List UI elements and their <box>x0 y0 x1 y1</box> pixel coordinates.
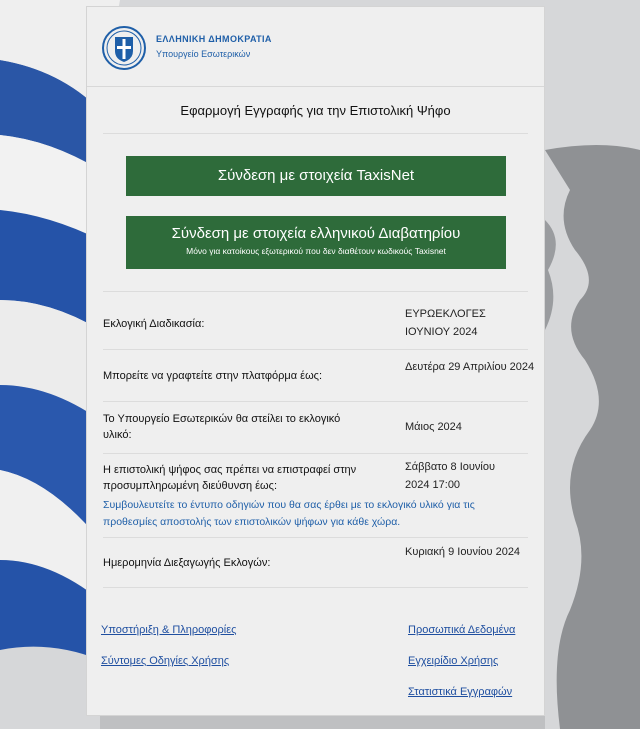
election-value: Κυριακή 9 Ιουνίου 2024 <box>405 546 521 558</box>
info-row-return <box>103 453 528 538</box>
header <box>87 7 544 87</box>
link-stats[interactable]: Στατιστικά Εγγραφών <box>408 686 513 698</box>
link-privacy[interactable]: Προσωπικά Δεδομένα <box>408 624 516 636</box>
passport-login-button[interactable] <box>126 216 506 269</box>
register-value: Δευτέρα 29 Απριλίου 2024 <box>405 361 535 373</box>
register-label: Μπορείτε να γραφτείτε στην πλατφόρμα έως: <box>103 370 323 382</box>
material-label: Το Υπουργείο Εσωτερικών θα στείλει το εκλογικό υλικό: <box>103 413 341 441</box>
page-title: Εφαρμογή Εγγραφής για την Επιστολική Ψήφο <box>180 103 451 118</box>
link-support[interactable]: Υποστήριξη & Πληροφορίες <box>101 624 237 636</box>
link-quick-guide[interactable]: Σύντομες Οδηγίες Χρήσης <box>101 655 230 667</box>
divider <box>103 133 528 134</box>
info-row-process <box>103 297 528 350</box>
process-value: ΕΥΡΩΕΚΛΟΓΕΣ ΙΟΥΝΙΟΥ 2024 <box>405 308 486 338</box>
ministry-name: Υπουργείο Εσωτερικών <box>156 49 251 59</box>
process-label: Εκλογική Διαδικασία: <box>103 318 205 330</box>
greek-coat-of-arms-icon <box>101 25 147 71</box>
taxisnet-login-button[interactable]: Σύνδεση με στοιχεία TaxisNet <box>126 156 506 196</box>
government-title: ΕΛΛΗΝΙΚΗ ΔΗΜΟΚΡΑΤΙΑ <box>156 34 272 44</box>
return-note: Συμβουλευτείτε το έντυπο οδηγιών που θα σας έρθει με το εκλογικό υλικό για τις προθεσμίες αποστολής των επιστολικών ψήφων για κάθε χώρα. <box>103 499 475 528</box>
return-value: Σάββατο 8 Ιουνίου 2024 17:00 <box>405 461 495 491</box>
divider <box>103 291 528 292</box>
info-row-election <box>103 537 528 588</box>
passport-login-label: Σύνδεση με στοιχεία ελληνικού Διαβατηρίου <box>171 225 461 242</box>
login-card <box>86 6 545 716</box>
return-label: Η επιστολική ψήφος σας πρέπει να επιστραφεί στην προσυμπληρωμένη διεύθυνση έως: <box>103 464 357 492</box>
link-manual[interactable]: Εγχειρίδιο Χρήσης <box>408 655 499 667</box>
info-row-register <box>103 349 535 402</box>
material-value: Μάιος 2024 <box>405 421 462 433</box>
info-row-material <box>103 401 528 454</box>
passport-login-sublabel: Μόνο για κατοίκους εξωτερικού που δεν διαθέτουν κωδικούς Taxisnet <box>186 246 446 256</box>
election-label: Ημερομηνία Διεξαγωγής Εκλογών: <box>103 557 271 569</box>
